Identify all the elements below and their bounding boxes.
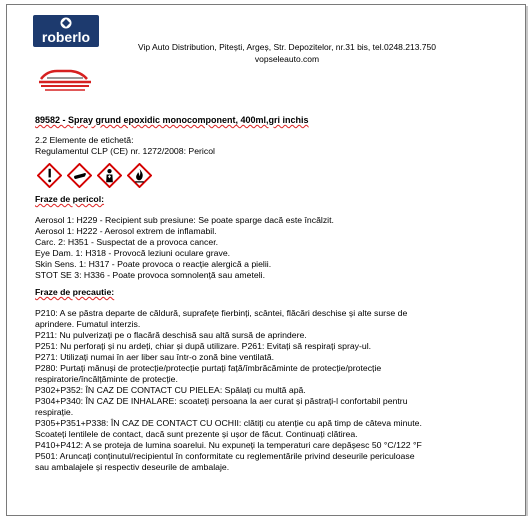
ghs-pictograms — [37, 163, 515, 188]
clp-regulation: Regulamentul CLP (CE) nr. 1272/2008: Pericol — [35, 146, 215, 156]
document-body — [35, 115, 515, 473]
hazard-statement: Aerosol 1: H222 - Aerosol extrem de inflamabil. — [35, 226, 217, 236]
precaution-statements — [35, 308, 515, 473]
precaution-line: P280: Purtați mănuși de protecție/protecție purtați față/îmbrăcăminte de protecție/protecție — [35, 363, 382, 373]
gas-cylinder-icon — [67, 163, 92, 188]
health-hazard-icon — [97, 163, 122, 188]
precaution-line: P305+P351+P338: ÎN CAZ DE CONTACT CU OCHII: clătiți cu atenție cu apă timp de câteva minute. — [35, 418, 422, 428]
precaution-line: P271: Utilizați numai în aer liber sau într-o zonă bine ventilată. — [35, 352, 275, 362]
hazard-statement: Eye Dam. 1: H318 - Provocă leziuni oculare grave. — [35, 248, 231, 258]
precaution-line: P302+P352: ÎN CAZ DE CONTACT CU PIELEA: Spălați cu multă apă. — [35, 385, 306, 395]
precaution-line: sau ambalajele și respectiv deseurile de ambalaje. — [35, 462, 230, 472]
company-address — [107, 41, 467, 65]
exclamation-mark-icon — [37, 163, 62, 188]
precaution-line: P501: Aruncați conținutul/recipientul în conformitate cu reglementările privind deseurile periculoase — [35, 451, 415, 461]
precaution-line: aprindere. Fumatul interzis. — [35, 319, 141, 329]
precaution-line: P251: Nu perforați și nu ardeți, chiar și după utilizare. P261: Evitați să respirați spray-ul. — [35, 341, 372, 351]
precaution-line: respiratorie/încălțăminte de protecție. — [35, 374, 178, 384]
precaution-line: respirație. — [35, 407, 74, 417]
hazard-statement: Carc. 2: H351 - Suspectat de a provoca cancer. — [35, 237, 219, 247]
flame-icon — [127, 163, 152, 188]
document-page — [6, 4, 526, 516]
precaution-line: P410+P412: A se proteja de lumina soarelui. Nu expuneți la temperaturi care depășesc 50 °C/122 °F — [35, 440, 422, 450]
address-line: Vip Auto Distribution, Pitești, Argeș, Str. Depozitelor, nr.31 bis, tel.0248.213.750 — [138, 42, 436, 52]
hazard-statement: Aerosol 1: H229 - Recipient sub presiune: Se poate sparge dacă este încălzit. — [35, 215, 334, 225]
roberlo-logo — [33, 15, 99, 47]
hazard-statement: Skin Sens. 1: H317 - Poate provoca o reacție alergică a pielii. — [35, 259, 272, 269]
hazard-statement: STOT SE 3: H336 - Poate provoca somnolență sau ameteli. — [35, 270, 266, 280]
brand-name: roberlo — [41, 29, 91, 45]
precaution-line: Scoateți lentilele de contact, dacă sunt prezente și ușor de făcut. Continuați clătirea. — [35, 429, 358, 439]
product-title: 89582 - Spray grund epoxidic monocomponent, 400ml,gri inchis — [35, 115, 309, 125]
precaution-line: P210: A se păstra departe de căldură, suprafețe fierbinți, scântei, flăcări deschise și alte surse de — [35, 308, 408, 318]
hazard-heading: Fraze de pericol: — [35, 194, 105, 204]
precaution-heading: Fraze de precautie: — [35, 287, 115, 297]
section-2-2-label: 2.2 Elemente de etichetă: — [35, 135, 134, 145]
logo-mark-icon — [57, 17, 75, 29]
precaution-line: P304+P340: ÎN CAZ DE INHALARE: scoateți persoana la aer curat și păstrați-l confortabil pentru — [35, 396, 408, 406]
website-line: vopseleauto.com — [254, 54, 320, 64]
car-logo-icon — [37, 69, 93, 93]
precaution-line: P211: Nu pulverizați pe o flacără deschisă sau altă sursă de aprindere. — [35, 330, 307, 340]
hazard-statements — [35, 215, 515, 281]
